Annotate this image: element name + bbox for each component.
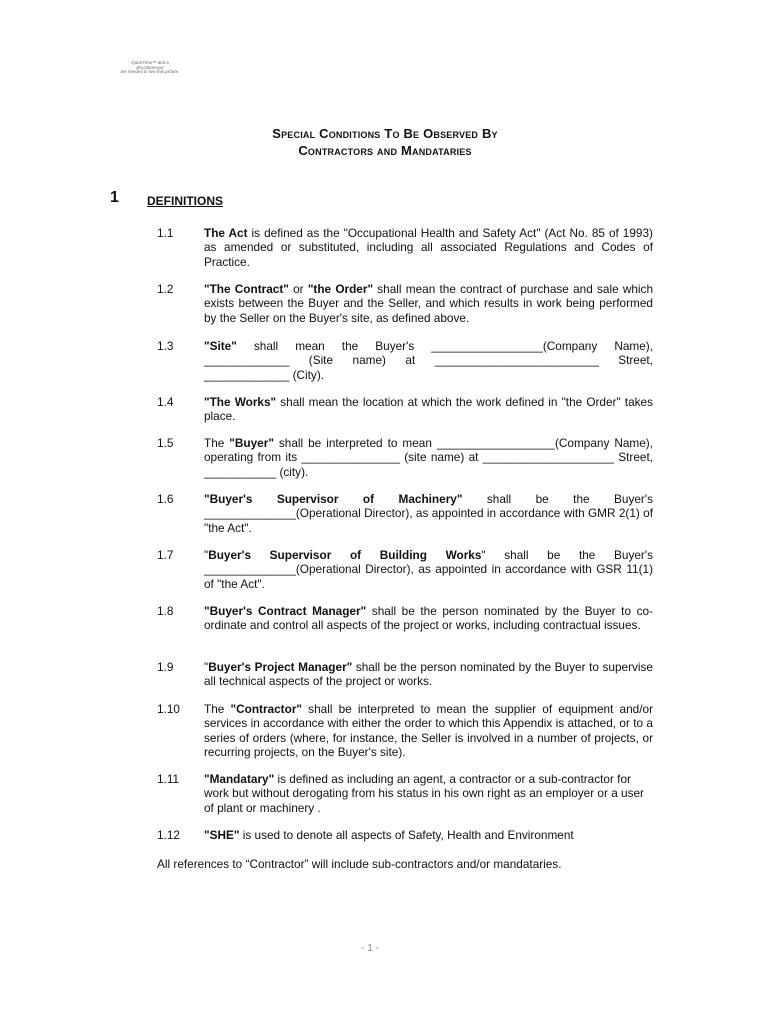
document-title-line-2: Contractors and Mandataries: [298, 143, 472, 158]
definition-prefix: The: [204, 702, 231, 716]
defined-term: The Act: [204, 226, 248, 240]
item-number: 1.4: [157, 395, 174, 409]
item-number: 1.10: [157, 702, 180, 716]
item-number: 1.1: [157, 226, 174, 240]
item-body: [204, 395, 653, 424]
definition-text: shall mean the contract of purchase and sale which exists between the Buyer and the Seller, and which results in work being performed by the Seller on the Buyer's site, as defined above.: [204, 282, 654, 325]
placeholder-line: QuickTime™ and a: [131, 60, 169, 65]
item-body: [204, 282, 653, 325]
closing-note: All references to “Contractor” will include sub-contractors and/or mandataries.: [157, 857, 562, 871]
defined-term: "The Works": [204, 395, 277, 409]
definition-text: is used to denote all aspects of Safety, Health and Environment: [239, 828, 574, 842]
item-body: [204, 226, 653, 269]
definition-text: is defined as the "Occupational Health and Safety Act" (Act No. 85 of 1993) as amended or substituted, including all associated Regulations and Codes of Practice.: [204, 226, 653, 269]
definition-text: shall be the person nominated by the Buyer to supervise all technical aspects of the project or works.: [204, 660, 653, 689]
defined-term: "Buyer's Contract Manager": [204, 604, 367, 618]
definition-text: shall be the Buyer's ______________(Operational Director), as appointed in accordance with GMR 2(1) of "the Act".: [204, 492, 653, 535]
item-number: 1.7: [157, 548, 174, 562]
item-body: [204, 702, 653, 760]
definition-text: shall mean the location at which the work defined in "the Order" takes place.: [204, 395, 653, 424]
item-body: [204, 828, 653, 842]
defined-term: "Contractor": [230, 702, 302, 716]
defined-term: "the Order": [307, 282, 374, 296]
defined-term: "Mandatary": [204, 772, 275, 786]
definition-text: is defined as including an agent, a contractor or a sub-contractor for work but without derogating from his status in his own right as an employer or a user of plant or machinery .: [204, 772, 644, 815]
defined-term: "The Contract": [204, 282, 289, 296]
definition-text: shall mean the Buyer's _________________(Company Name), _____________ (Site name) at _________________________ Street, _____________ (City).: [204, 339, 653, 382]
item-body: [204, 436, 653, 479]
placeholder-line: are needed to see this picture.: [120, 69, 180, 75]
item-number: 1.2: [157, 282, 174, 296]
section-number: 1: [110, 189, 119, 206]
item-number: 1.11: [157, 772, 180, 786]
item-body: [204, 492, 653, 535]
defined-term: "Site": [204, 339, 237, 353]
definition-prefix: ": [204, 548, 209, 562]
definition-prefix: The: [204, 436, 230, 450]
section-heading: DEFINITIONS: [147, 194, 224, 208]
page-number: - 1 -: [361, 943, 379, 954]
definition-text: " shall be the Buyer's ______________(Operational Director), as appointed in accordance with GSR 11(1) of "the Act".: [204, 548, 653, 591]
item-body: [204, 548, 653, 591]
defined-term: "SHE": [204, 828, 240, 842]
placeholder-line: decompressor: [136, 64, 164, 70]
missing-image-placeholder: [100, 61, 200, 75]
item-body: [204, 604, 653, 633]
item-number: 1.3: [157, 339, 174, 353]
item-body: [204, 772, 653, 815]
item-body: [204, 339, 653, 382]
defined-term: Buyer's Supervisor of Building Works: [208, 548, 482, 562]
item-number: 1.12: [157, 828, 180, 842]
definition-prefix: ": [204, 660, 209, 674]
item-number: 1.8: [157, 604, 174, 618]
definition-text: shall be interpreted to mean the supplier of equipment and/or services in accordance with either the order to which this Appendix is attached, or to a series of orders (where, for instance, the Seller is involved in a number of projects, or recurring projects, on the Buyer's site).: [204, 702, 654, 760]
item-number: 1.6: [157, 492, 174, 506]
document-title-line-1: Special Conditions To Be Observed By: [272, 126, 498, 141]
definition-connector: or: [288, 282, 308, 296]
defined-term: "Buyer": [229, 436, 274, 450]
item-number: 1.9: [157, 660, 174, 674]
defined-term: Buyer's Project Manager": [208, 660, 353, 674]
item-body: [204, 660, 653, 689]
definition-text: shall be interpreted to mean __________________(Company Name), operating from its _______________ (site name) at ____________________ Street, ___________ (city).: [204, 436, 653, 479]
item-number: 1.5: [157, 436, 174, 450]
defined-term: "Buyer's Supervisor of Machinery": [204, 492, 463, 506]
definition-text: shall be the person nominated by the Buyer to co-ordinate and control all aspects of the project or works, including contractual issues.: [204, 604, 654, 633]
